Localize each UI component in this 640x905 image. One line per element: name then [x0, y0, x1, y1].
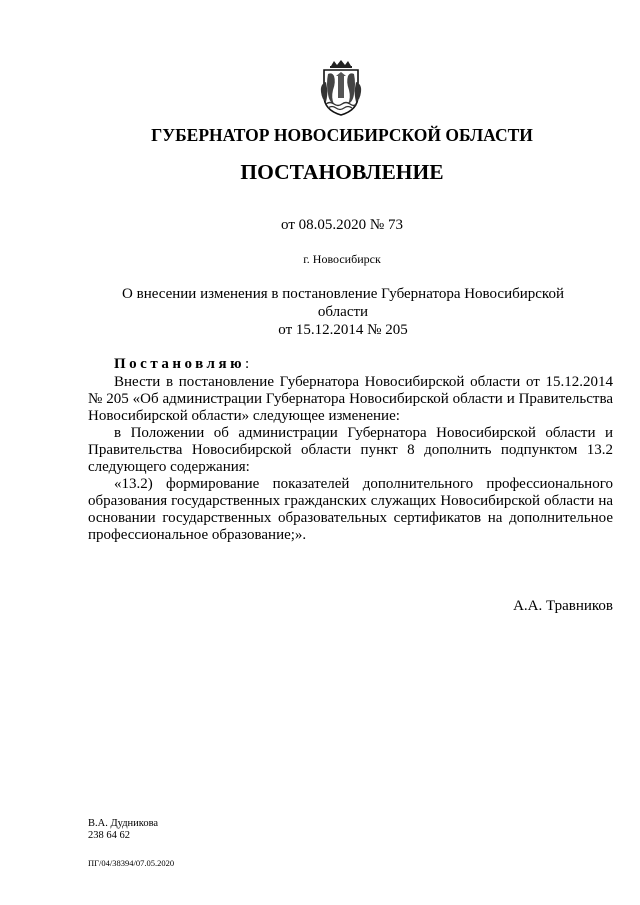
coat-of-arms-icon: [316, 60, 366, 116]
executor-phone: 238 64 62: [88, 830, 130, 841]
document-title: [100, 285, 586, 339]
signatory-name: А.А. Травников: [513, 598, 613, 614]
decree-word-text: Постановляю: [114, 356, 246, 372]
document-reference: ПГ/04/38394/07.05.2020: [88, 858, 175, 868]
body-paragraph: в Положении об администрации Губернатора Новосибирской области и Правительства Новосибирской области пункт 8 дополнить подпунктом 13.2 следующего содержания:: [88, 425, 613, 475]
decree-word: [88, 356, 613, 373]
body-paragraph: «13.2) формирование показателей дополнительного профессионального образования государственных гражданских служащих Новосибирской области на основании государственных образовательных сертификатов на дополнительное профессиональное образование;».: [88, 476, 613, 543]
document-title-line: от 15.12.2014 № 205: [278, 322, 408, 338]
document-date-number: от 08.05.2020 № 73: [281, 217, 403, 233]
executor-name: В.А. Дудникова: [88, 818, 159, 829]
executor-info: [88, 818, 158, 842]
document-type-heading: ПОСТАНОВЛЕНИЕ: [240, 160, 444, 184]
document-body: [88, 356, 613, 544]
decree-colon: :: [245, 356, 250, 372]
document-title-line: О внесении изменения в постановление Губернатора Новосибирской области: [122, 286, 564, 320]
body-paragraph: Внести в постановление Губернатора Новосибирской области от 15.12.2014 № 205 «Об администрации Губернатора Новосибирской области и Правительства Новосибирской области» следующее изменение:: [88, 374, 613, 424]
document-city: г. Новосибирск: [303, 252, 381, 266]
issuing-authority: ГУБЕРНАТОР НОВОСИБИРСКОЙ ОБЛАСТИ: [151, 125, 533, 145]
